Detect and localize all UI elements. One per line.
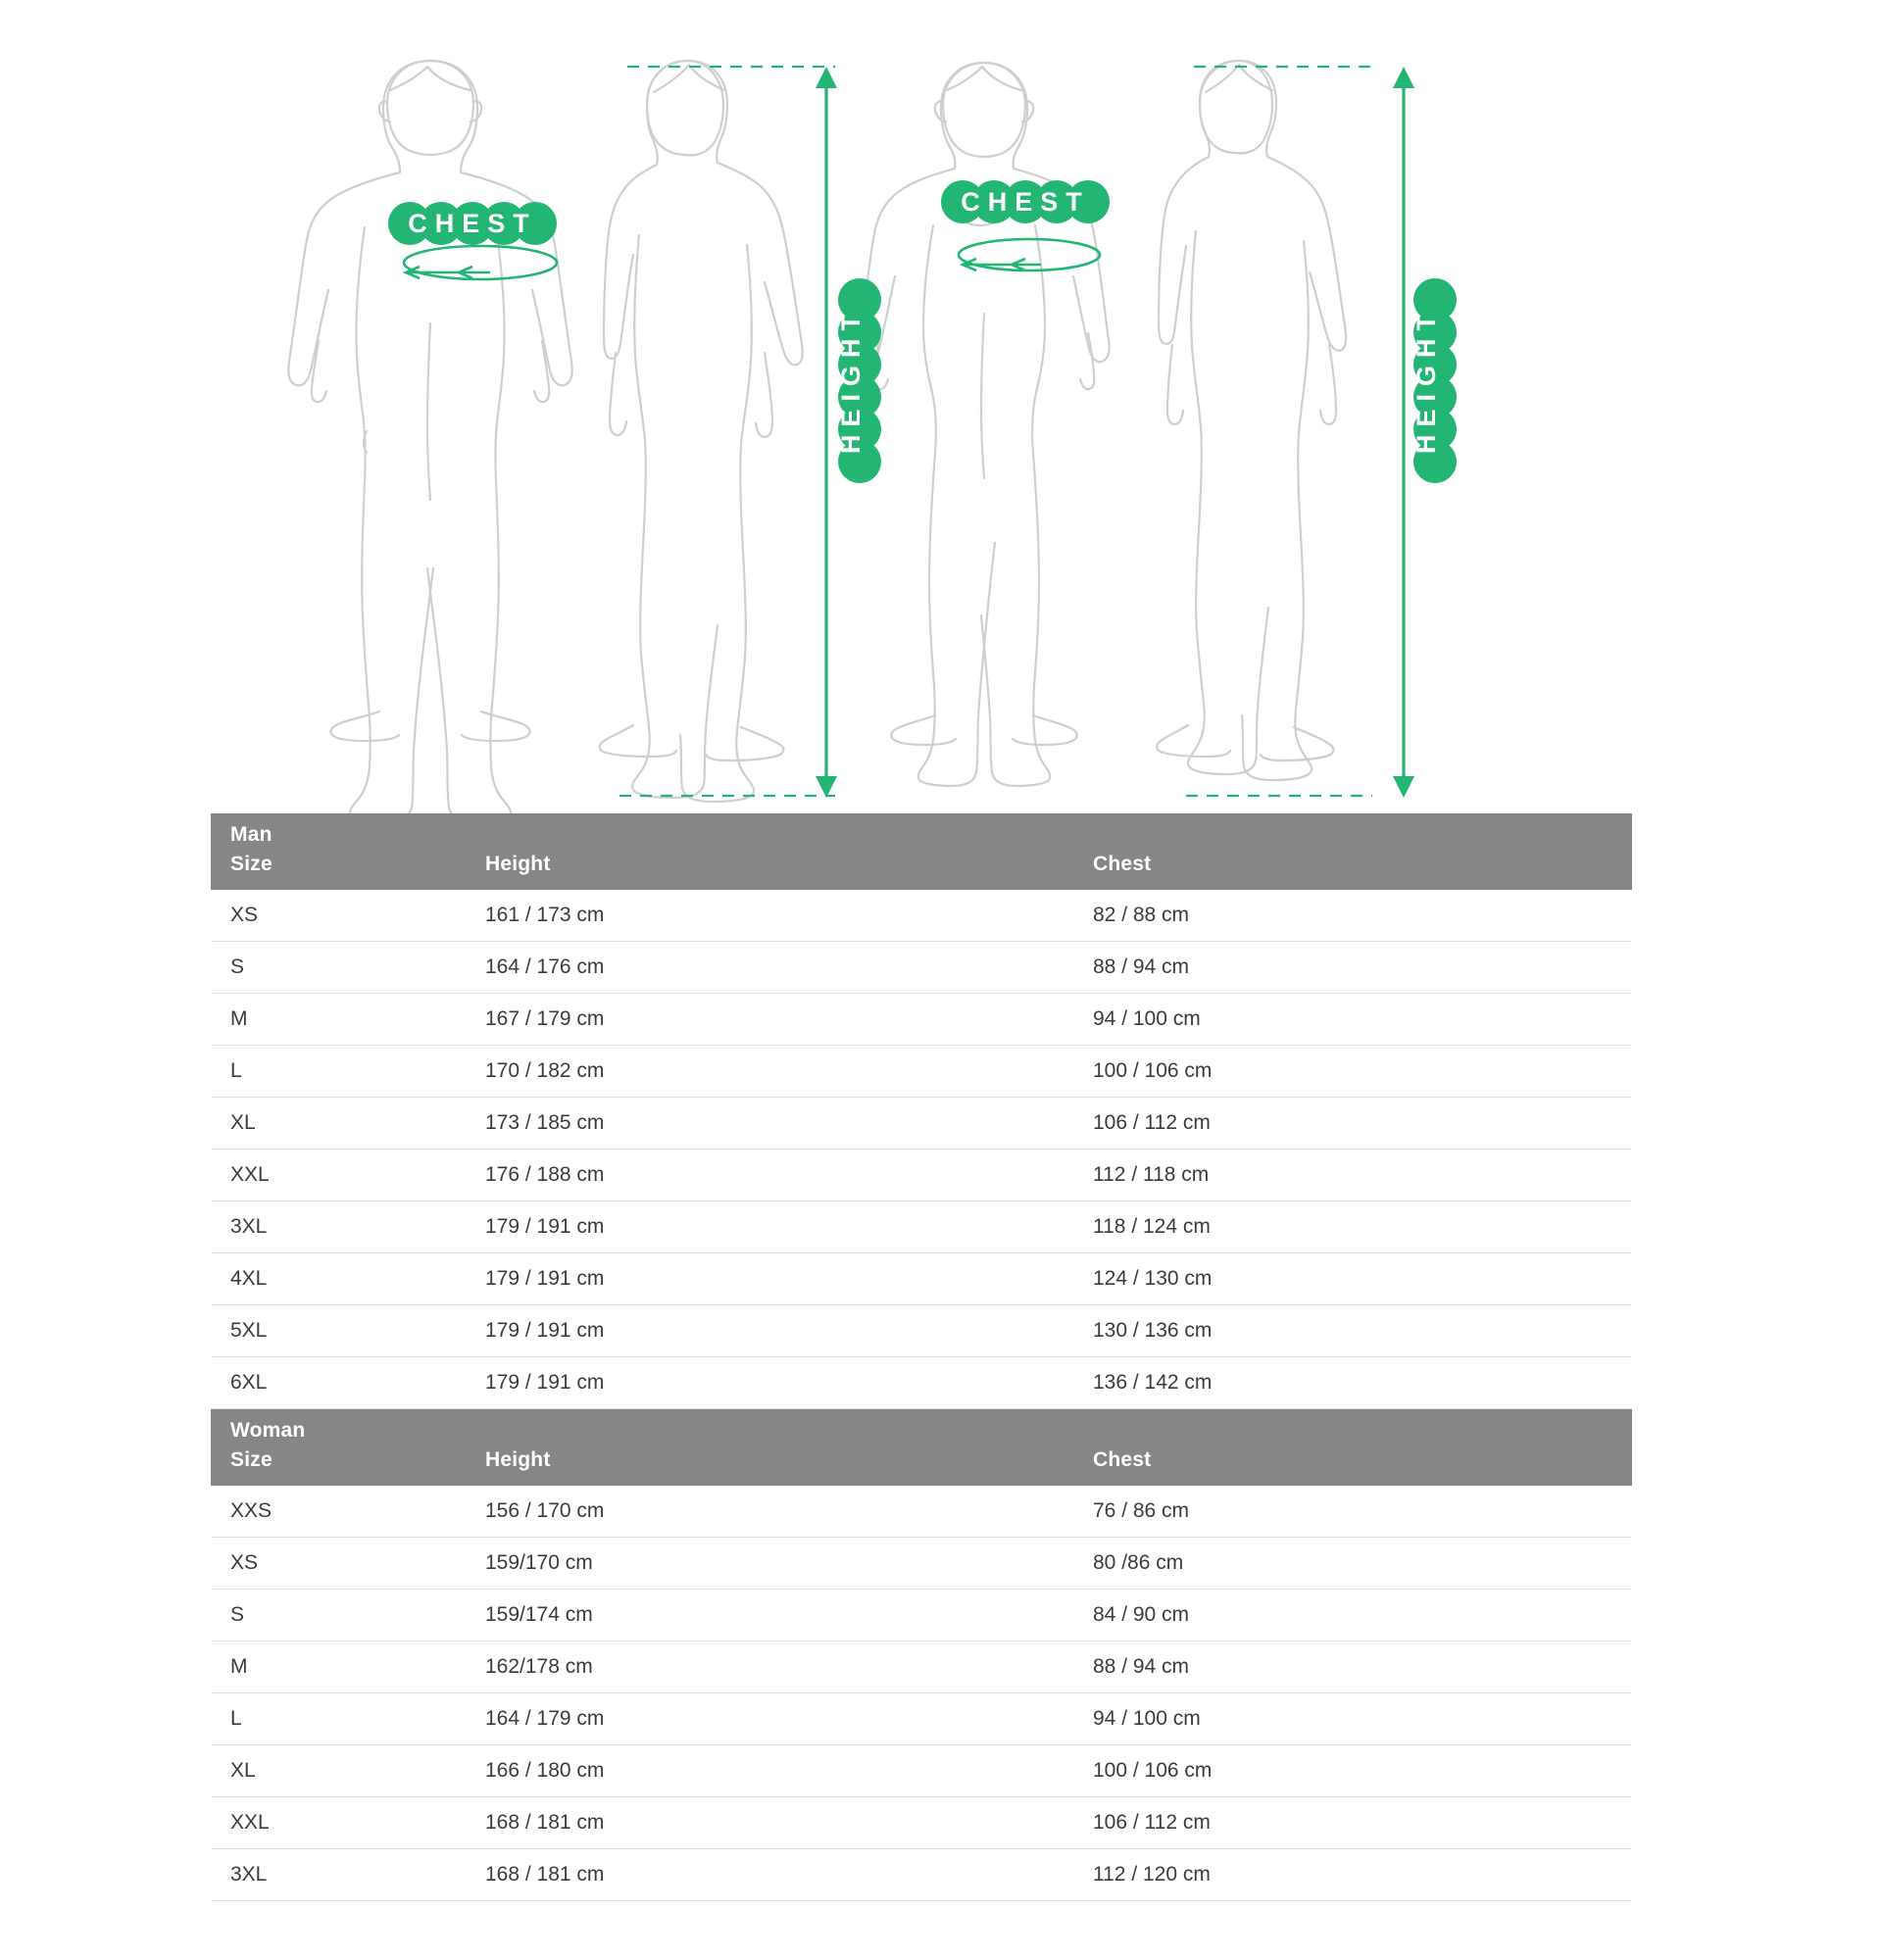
cell-height: 173 / 185 cm — [466, 1098, 1073, 1150]
cell-chest: 80 /86 cm — [1073, 1538, 1632, 1590]
chest-ellipse-man — [404, 246, 557, 279]
cell-height: 179 / 191 cm — [466, 1201, 1073, 1253]
woman-col-chest: Chest — [1073, 1445, 1632, 1486]
body-measurement-illustration — [0, 0, 1882, 813]
size-tables — [211, 813, 1632, 1901]
man-front-figure — [288, 61, 571, 813]
table-row — [211, 1357, 1632, 1409]
height-label-woman-group — [1412, 278, 1457, 483]
cell-chest: 94 / 100 cm — [1073, 1693, 1632, 1745]
cell-size: L — [211, 1046, 466, 1098]
cell-size: XL — [211, 1745, 466, 1797]
cell-chest: 84 / 90 cm — [1073, 1590, 1632, 1642]
cell-height: 179 / 191 cm — [466, 1253, 1073, 1305]
cell-chest: 76 / 86 cm — [1073, 1486, 1632, 1538]
cell-size: M — [211, 1642, 466, 1693]
chest-label-woman-group — [941, 180, 1110, 223]
man-col-chest: Chest — [1073, 849, 1632, 890]
woman-front-figure — [859, 63, 1109, 786]
man-size-table — [211, 813, 1632, 1409]
cell-size: 6XL — [211, 1357, 466, 1409]
table-row — [211, 1098, 1632, 1150]
cell-chest: 124 / 130 cm — [1073, 1253, 1632, 1305]
chest-label-man: CHEST — [408, 209, 537, 238]
table-row — [211, 890, 1632, 942]
table-row — [211, 1849, 1632, 1901]
table-row — [211, 1538, 1632, 1590]
table-row — [211, 1797, 1632, 1849]
cell-size: L — [211, 1693, 466, 1745]
cell-size: 5XL — [211, 1305, 466, 1357]
cell-height: 161 / 173 cm — [466, 890, 1073, 942]
table-row — [211, 1253, 1632, 1305]
cell-height: 168 / 181 cm — [466, 1797, 1073, 1849]
cell-size: XL — [211, 1098, 466, 1150]
cell-height: 166 / 180 cm — [466, 1745, 1073, 1797]
table-row — [211, 1642, 1632, 1693]
woman-column-header-row — [211, 1445, 1632, 1486]
table-row — [211, 1150, 1632, 1201]
cell-chest: 106 / 112 cm — [1073, 1098, 1632, 1150]
cell-size: XS — [211, 890, 466, 942]
table-row — [211, 1305, 1632, 1357]
cell-chest: 112 / 118 cm — [1073, 1150, 1632, 1201]
table-row — [211, 1590, 1632, 1642]
cell-height: 164 / 179 cm — [466, 1693, 1073, 1745]
woman-group-header-row — [211, 1409, 1632, 1445]
table-row — [211, 1693, 1632, 1745]
table-row — [211, 1745, 1632, 1797]
cell-size: 3XL — [211, 1849, 466, 1901]
man-group-header-row — [211, 813, 1632, 849]
man-side-figure — [600, 61, 803, 802]
table-row — [211, 1201, 1632, 1253]
cell-size: 4XL — [211, 1253, 466, 1305]
man-col-size: Size — [211, 849, 466, 890]
woman-side-figure — [1157, 61, 1346, 780]
cell-chest: 100 / 106 cm — [1073, 1046, 1632, 1098]
cell-size: XXL — [211, 1150, 466, 1201]
woman-col-height: Height — [466, 1445, 1073, 1486]
woman-group-title: Woman — [211, 1409, 1632, 1445]
cell-height: 159/170 cm — [466, 1538, 1073, 1590]
cell-chest: 130 / 136 cm — [1073, 1305, 1632, 1357]
cell-height: 170 / 182 cm — [466, 1046, 1073, 1098]
cell-height: 162/178 cm — [466, 1642, 1073, 1693]
cell-chest: 106 / 112 cm — [1073, 1797, 1632, 1849]
cell-height: 159/174 cm — [466, 1590, 1073, 1642]
cell-size: XXL — [211, 1797, 466, 1849]
man-col-height: Height — [466, 849, 1073, 890]
cell-size: XS — [211, 1538, 466, 1590]
cell-chest: 88 / 94 cm — [1073, 942, 1632, 994]
cell-chest: 88 / 94 cm — [1073, 1642, 1632, 1693]
table-row — [211, 1046, 1632, 1098]
woman-col-size: Size — [211, 1445, 466, 1486]
cell-size: M — [211, 994, 466, 1046]
cell-chest: 100 / 106 cm — [1073, 1745, 1632, 1797]
cell-height: 179 / 191 cm — [466, 1357, 1073, 1409]
cell-height: 168 / 181 cm — [466, 1849, 1073, 1901]
man-group-title: Man — [211, 813, 1632, 849]
chest-label-woman: CHEST — [961, 187, 1090, 217]
cell-height: 164 / 176 cm — [466, 942, 1073, 994]
height-label-man: HEIGHT — [836, 306, 866, 455]
cell-chest: 94 / 100 cm — [1073, 994, 1632, 1046]
cell-chest: 82 / 88 cm — [1073, 890, 1632, 942]
height-label-woman: HEIGHT — [1412, 306, 1441, 455]
cell-chest: 118 / 124 cm — [1073, 1201, 1632, 1253]
cell-size: S — [211, 1590, 466, 1642]
measurement-annotations — [404, 67, 1414, 798]
cell-height: 167 / 179 cm — [466, 994, 1073, 1046]
cell-height: 156 / 170 cm — [466, 1486, 1073, 1538]
cell-height: 179 / 191 cm — [466, 1305, 1073, 1357]
cell-chest: 136 / 142 cm — [1073, 1357, 1632, 1409]
cell-chest: 112 / 120 cm — [1073, 1849, 1632, 1901]
woman-size-table — [211, 1409, 1632, 1901]
cell-size: XXS — [211, 1486, 466, 1538]
chest-label-man-group — [388, 202, 557, 245]
cell-height: 176 / 188 cm — [466, 1150, 1073, 1201]
man-column-header-row — [211, 849, 1632, 890]
table-row — [211, 1486, 1632, 1538]
table-row — [211, 942, 1632, 994]
cell-size: S — [211, 942, 466, 994]
table-row — [211, 994, 1632, 1046]
cell-size: 3XL — [211, 1201, 466, 1253]
